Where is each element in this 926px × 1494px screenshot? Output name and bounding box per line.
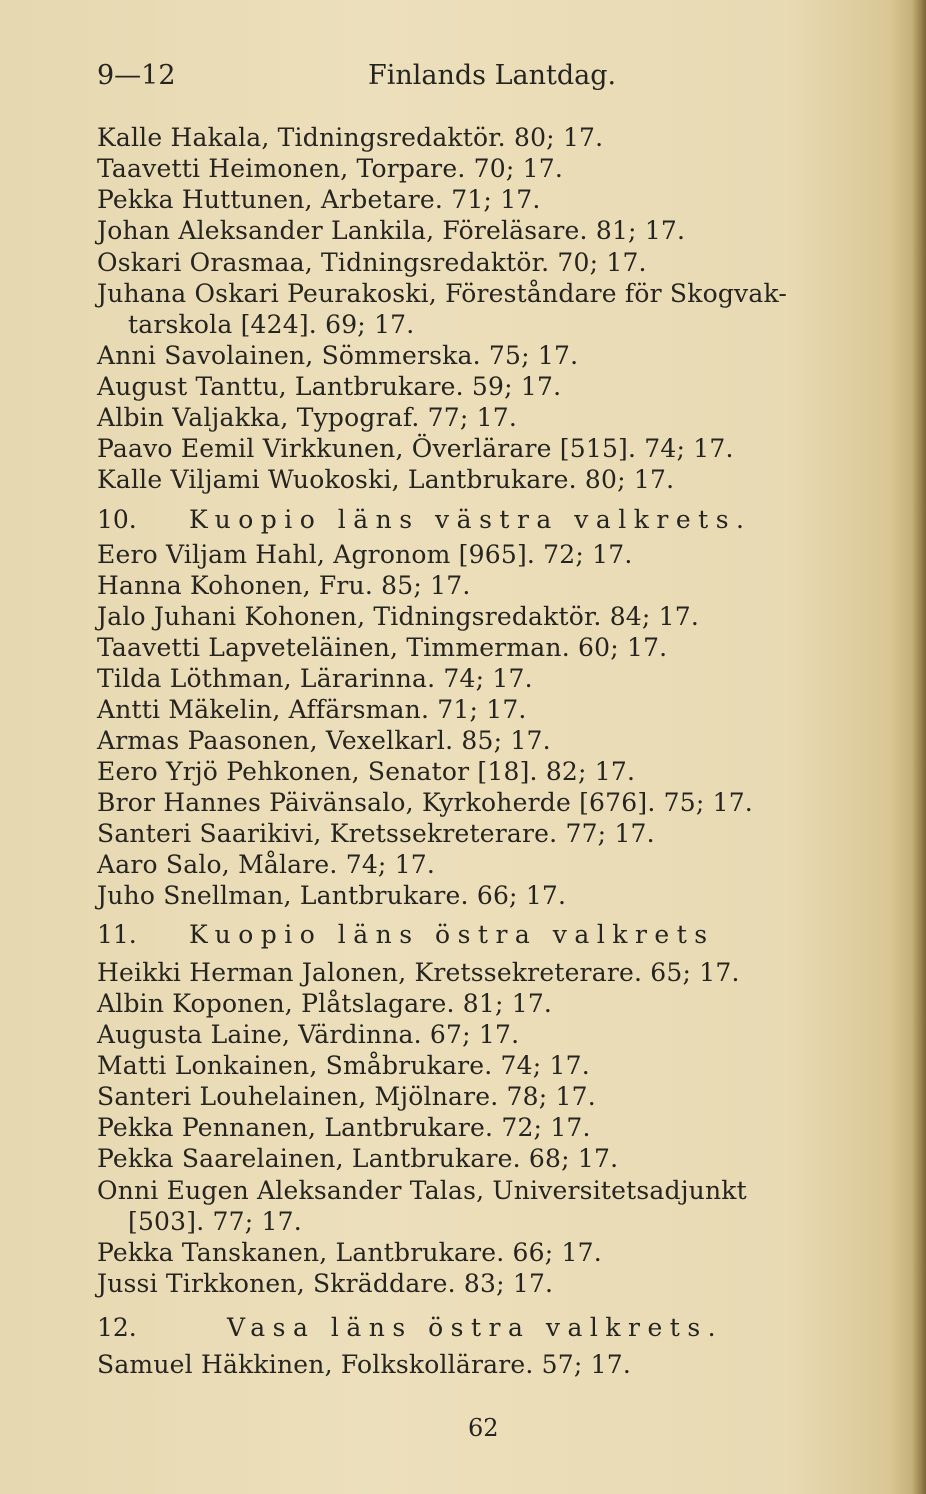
list-item: Augusta Laine, Värdinna. 67; 17. — [97, 1020, 520, 1049]
list-item-continuation: tarskola [424]. 69; 17. — [128, 310, 415, 339]
list-item: Tilda Löthman, Lärarinna. 74; 17. — [97, 664, 533, 693]
list-item: Juhana Oskari Peurakoski, Föreståndare för Skogvak- — [97, 279, 788, 308]
list-item: August Tanttu, Lantbrukare. 59; 17. — [97, 372, 562, 401]
list-item: Albin Koponen, Plåtslagare. 81; 17. — [97, 989, 553, 1018]
section-title: Kuopio läns östra valkrets — [189, 920, 715, 949]
list-item: Taavetti Lapveteläinen, Timmerman. 60; 17. — [97, 633, 668, 662]
list-item: Samuel Häkkinen, Folkskollärare. 57; 17. — [97, 1350, 632, 1379]
section-number: 11. — [97, 920, 137, 949]
section-title: Vasa läns östra valkrets. — [227, 1313, 724, 1342]
list-item: Albin Valjakka, Typograf. 77; 17. — [97, 403, 518, 432]
section-number: 10. — [97, 505, 137, 534]
list-item: Onni Eugen Aleksander Talas, Universitetsadjunkt — [97, 1176, 747, 1205]
page-range: 9—12 — [97, 60, 176, 91]
list-item: Taavetti Heimonen, Torpare. 70; 17. — [97, 154, 563, 183]
section-heading-10 — [97, 505, 752, 535]
section-heading-11 — [97, 920, 715, 950]
page-number: 62 — [468, 1414, 499, 1442]
list-item: Pekka Pennanen, Lantbrukare. 72; 17. — [97, 1113, 591, 1142]
list-item: Paavo Eemil Virkkunen, Överlärare [515]. 74; 17. — [97, 434, 734, 463]
section-heading-12 — [97, 1313, 723, 1343]
list-item: Juho Snellman, Lantbrukare. 66; 17. — [97, 881, 567, 910]
section-title: Kuopio läns västra valkrets. — [189, 505, 752, 534]
list-item: Jalo Juhani Kohonen, Tidningsredaktör. 84; 17. — [97, 602, 700, 631]
list-item: Hanna Kohonen, Fru. 85; 17. — [97, 571, 471, 600]
list-item: Anni Savolainen, Sömmerska. 75; 17. — [97, 341, 579, 370]
list-item: Jussi Tirkkonen, Skräddare. 83; 17. — [97, 1269, 554, 1298]
list-item-continuation: [503]. 77; 17. — [128, 1207, 302, 1236]
list-item: Matti Lonkainen, Småbrukare. 74; 17. — [97, 1051, 590, 1080]
list-item: Santeri Saarikivi, Kretssekreterare. 77; 17. — [97, 819, 655, 848]
list-item: Eero Viljam Hahl, Agronom [965]. 72; 17. — [97, 540, 633, 569]
page-edge-shadow — [912, 0, 926, 1494]
list-item: Bror Hannes Päivänsalo, Kyrkoherde [676]. 75; 17. — [97, 788, 753, 817]
list-item: Oskari Orasmaa, Tidningsredaktör. 70; 17. — [97, 248, 647, 277]
list-item: Santeri Louhelainen, Mjölnare. 78; 17. — [97, 1082, 596, 1111]
page-title: Finlands Lantdag. — [368, 60, 617, 91]
list-item: Kalle Hakala, Tidningsredaktör. 80; 17. — [97, 123, 604, 152]
list-item: Heikki Herman Jalonen, Kretssekreterare. 65; 17. — [97, 958, 740, 987]
list-item: Eero Yrjö Pehkonen, Senator [18]. 82; 17. — [97, 757, 636, 786]
list-item: Pekka Saarelainen, Lantbrukare. 68; 17. — [97, 1144, 619, 1173]
list-item: Pekka Tanskanen, Lantbrukare. 66; 17. — [97, 1238, 602, 1267]
list-item: Armas Paasonen, Vexelkarl. 85; 17. — [97, 726, 551, 755]
list-item: Pekka Huttunen, Arbetare. 71; 17. — [97, 185, 541, 214]
list-item: Aaro Salo, Målare. 74; 17. — [97, 850, 436, 879]
list-item: Kalle Viljami Wuokoski, Lantbrukare. 80; 17. — [97, 465, 675, 494]
list-item: Johan Aleksander Lankila, Föreläsare. 81; 17. — [97, 216, 686, 245]
list-item: Antti Mäkelin, Affärsman. 71; 17. — [97, 695, 527, 724]
section-number: 12. — [97, 1313, 137, 1342]
